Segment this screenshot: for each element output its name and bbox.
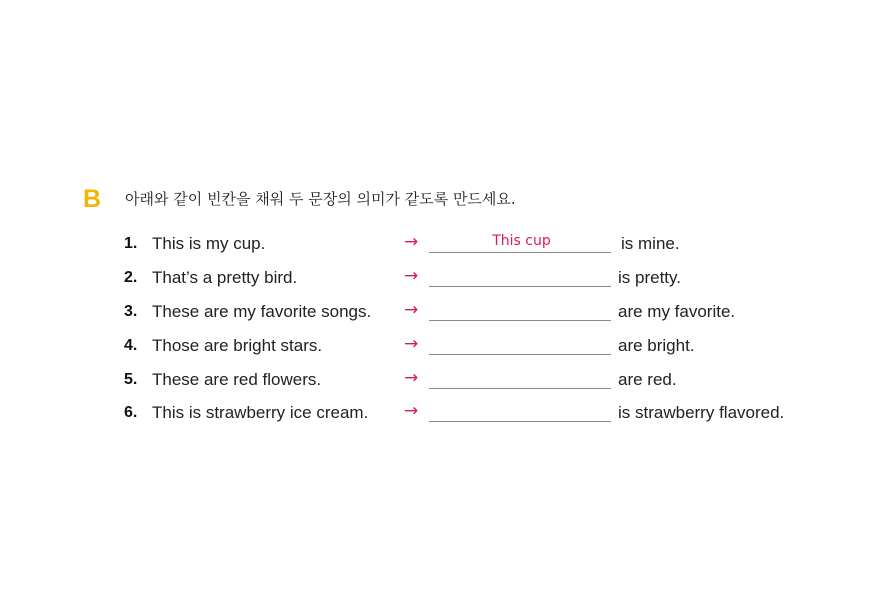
arrow-icon: → — [404, 300, 419, 320]
source-sentence: This is strawberry ice cream. — [152, 403, 369, 422]
sentence-ending: are red. — [618, 370, 677, 389]
section-letter: B — [83, 185, 102, 213]
source-sentence: Those are bright stars. — [152, 336, 323, 355]
arrow-icon: → — [404, 266, 419, 286]
answer-blank[interactable] — [429, 230, 611, 253]
sentence-ending: are my favorite. — [618, 302, 736, 321]
item-number: 2. — [124, 269, 138, 286]
source-sentence: That’s a pretty bird. — [152, 268, 298, 287]
item-number: 1. — [124, 235, 138, 252]
instruction-text: 아래와 같이 빈칸을 채워 두 문장의 의미가 같도록 만드세요. — [125, 190, 516, 208]
arrow-icon: → — [404, 368, 419, 388]
item-number: 4. — [124, 337, 138, 354]
answer-blank[interactable] — [429, 399, 611, 422]
sentence-ending: is pretty. — [618, 268, 681, 287]
exercise-row — [0, 296, 873, 326]
sentence-ending: is strawberry flavored. — [618, 403, 785, 422]
answer-blank[interactable] — [429, 332, 611, 355]
exercise-row — [0, 262, 873, 292]
answer-blank[interactable] — [429, 366, 611, 389]
source-sentence: These are red flowers. — [152, 370, 322, 389]
exercise-row — [0, 364, 873, 394]
item-number: 6. — [124, 404, 138, 421]
source-sentence: This is my cup. — [152, 234, 266, 253]
arrow-icon: → — [404, 401, 419, 421]
exercise-row — [0, 228, 873, 258]
answer-text: This cup — [492, 233, 551, 249]
sentence-ending: are bright. — [618, 336, 695, 355]
arrow-icon: → — [404, 334, 419, 354]
sentence-ending: is mine. — [621, 234, 680, 253]
item-number: 3. — [124, 303, 138, 320]
answer-blank[interactable] — [429, 298, 611, 321]
exercise-row — [0, 330, 873, 360]
source-sentence: These are my favorite songs. — [152, 302, 372, 321]
arrow-icon: → — [404, 232, 419, 252]
exercise-row — [0, 397, 873, 427]
item-number: 5. — [124, 371, 138, 388]
answer-blank[interactable] — [429, 264, 611, 287]
